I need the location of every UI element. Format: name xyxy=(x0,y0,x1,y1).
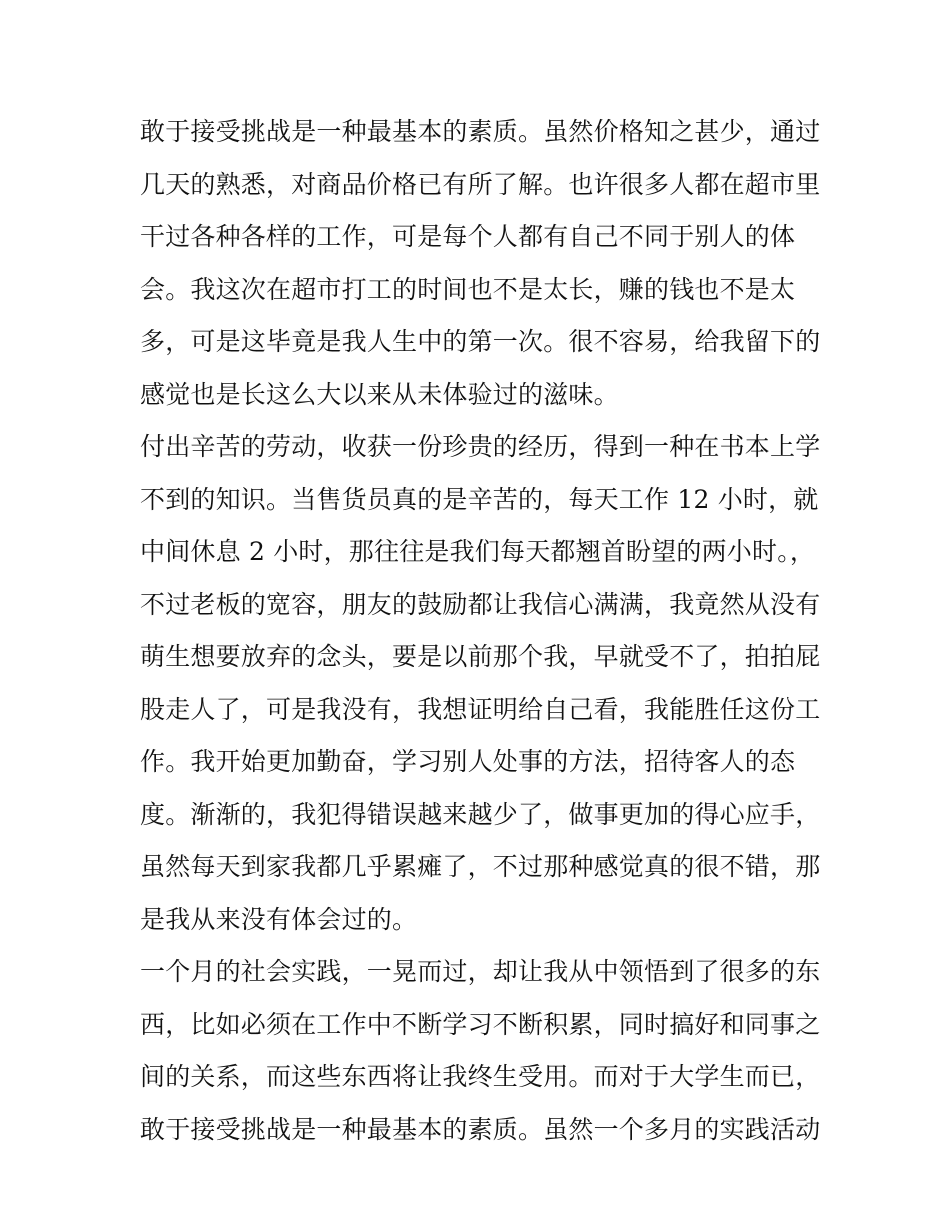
text-line: 干过各种各样的工作，可是每个人都有自己不同于别人的体 xyxy=(140,222,796,251)
text-line: 感觉也是长这么大以来从未体验过的滋味。 xyxy=(140,379,619,409)
document-page xyxy=(140,106,820,1156)
text-line: 作。我开始更加勤奋，学习别人处事的方法，招待客人的态 xyxy=(140,747,796,776)
text-line: 度。渐渐的，我犯得错误越来越少了，做事更加的得心应手， xyxy=(140,799,821,829)
text-line: 会。我这次在超市打工的时间也不是太长，赚的钱也不是太 xyxy=(140,274,796,304)
text-line: 西，比如必须在工作中不断学习不断积累，同时搞好和同事之 xyxy=(140,1009,821,1039)
text-line: 虽然每天到家我都几乎累瘫了，不过那种感觉真的很不错，那 xyxy=(140,852,821,881)
paragraph-2 xyxy=(140,421,820,946)
text-line: 不到的知识。当售货员真的是辛苦的，每天工作 12 小时，就 xyxy=(140,484,819,514)
text-line: 萌生想要放弃的念头，要是以前那个我，早就受不了，拍拍屁 xyxy=(140,642,821,671)
text-line: 股走人了，可是我没有，我想证明给自己看，我能胜任这份工 xyxy=(140,694,821,724)
text-line: 一个月的社会实践，一晃而过，却让我从中领悟到了很多的东 xyxy=(140,957,821,986)
text-line: 中间休息 2 小时，那往往是我们每天都翘首盼望的两小时。， xyxy=(140,537,816,566)
text-line: 不过老板的宽容，朋友的鼓励都让我信心满满，我竟然从没有 xyxy=(140,589,821,619)
text-line: 间的关系，而这些东西将让我终生受用。而对于大学生而已， xyxy=(140,1062,821,1091)
text-line: 是我从来没有体会过的。 xyxy=(140,904,418,934)
text-line: 付出辛苦的劳动，收获一份珍贵的经历，得到一种在书本上学 xyxy=(140,432,821,461)
paragraph-3 xyxy=(140,946,820,1156)
text-line: 敢于接受挑战是一种最基本的素质。虽然一个多月的实践活动 xyxy=(140,1114,821,1144)
text-line: 敢于接受挑战是一种最基本的素质。虽然价格知之甚少，通过 xyxy=(140,117,821,146)
paragraph-1 xyxy=(140,106,820,421)
text-line: 多，可是这毕竟是我人生中的第一次。很不容易，给我留下的 xyxy=(140,327,821,356)
text-line: 几天的熟悉，对商品价格已有所了解。也许很多人都在超市里 xyxy=(140,169,821,199)
